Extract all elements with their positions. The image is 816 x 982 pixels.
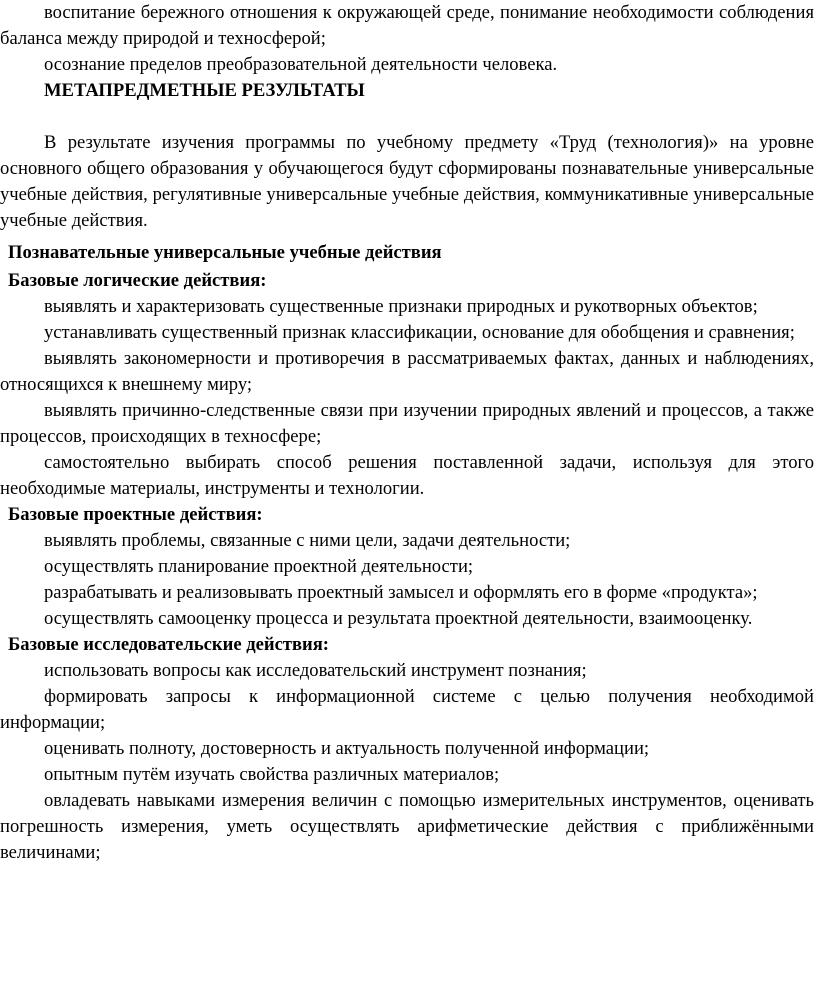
list-item: опытным путём изучать свойства различных материалов; xyxy=(44,764,500,785)
list-item: осуществлять планирование проектной деятельности; xyxy=(44,556,474,577)
section-heading-metasubject: МЕТАПРЕДМЕТНЫЕ РЕЗУЛЬТАТЫ xyxy=(44,80,365,101)
list-item: формировать запросы к информационной системе с целью получения необходимой информации; xyxy=(0,686,814,733)
paragraph-intro: В результате изучения программы по учебному предмету «Труд (технология)» на уровне основного общего образования у обучающегося будут сформированы познавательные универсальные учебные действия, регулятивные универсальные учебные действия, коммуникативные универсальные учебные действия. xyxy=(0,132,814,231)
list-item: разрабатывать и реализовывать проектный замысел и оформлять его в форме «продукта»; xyxy=(44,582,758,603)
subheading-logical: Базовые логические действия: xyxy=(8,270,267,291)
list-item: использовать вопросы как исследовательский инструмент познания; xyxy=(44,660,587,681)
paragraph-environment: воспитание бережного отношения к окружающей среде, понимание необходимости соблюдения баланса между природой и техносферой; xyxy=(0,2,814,49)
subheading-cognitive: Познавательные универсальные учебные действия xyxy=(8,242,442,263)
list-item: выявлять причинно-следственные связи при изучении природных явлений и процессов, а также процессов, происходящих в техносфере; xyxy=(0,400,814,447)
list-item: выявлять проблемы, связанные с ними цели, задачи деятельности; xyxy=(44,530,571,551)
list-item: устанавливать существенный признак классификации, основание для обобщения и сравнения; xyxy=(44,322,795,343)
subheading-project: Базовые проектные действия: xyxy=(8,504,263,525)
list-item: выявлять закономерности и противоречия в рассматриваемых фактах, данных и наблюдениях, относящихся к внешнему миру; xyxy=(0,348,814,395)
list-item: оценивать полноту, достоверность и актуальность полученной информации; xyxy=(44,738,650,759)
list-item: самостоятельно выбирать способ решения поставленной задачи, используя для этого необходимые материалы, инструменты и технологии. xyxy=(0,452,814,499)
list-item: осуществлять самооценку процесса и результата проектной деятельности, взаимооценку. xyxy=(44,608,753,629)
subheading-research: Базовые исследовательские действия: xyxy=(8,634,329,655)
paragraph-limits: осознание пределов преобразовательной деятельности человека. xyxy=(44,54,558,75)
list-item: овладевать навыками измерения величин с помощью измерительных инструментов, оценивать погрешность измерения, уметь осуществлять арифметические действия с приближёнными величинами; xyxy=(0,790,814,863)
spacer xyxy=(0,104,816,130)
list-item: выявлять и характеризовать существенные признаки природных и рукотворных объектов; xyxy=(44,296,758,317)
